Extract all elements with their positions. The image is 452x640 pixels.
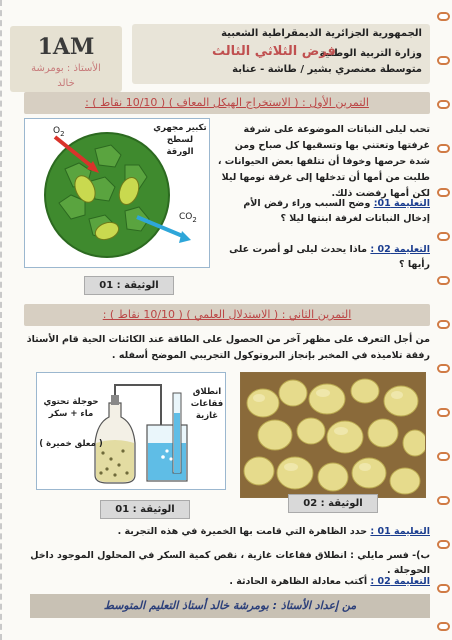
ring-icon	[437, 100, 450, 109]
yeast-micrograph	[240, 372, 426, 498]
q2-text: أكتب معادلة الظاهرة الحادثة .	[229, 576, 368, 587]
ring-icon	[437, 320, 450, 329]
yeast-cells-illustration	[241, 373, 426, 498]
q1-tag: التعليمة 01:	[373, 198, 430, 209]
exercise2-caption-2: الوثيقة : 02	[288, 494, 378, 513]
flask-label: حوجلة تحتوي ماء + سكر	[43, 397, 99, 419]
exercise2-question-2	[24, 574, 430, 589]
ring-icon	[437, 584, 450, 593]
class-level: 1AM	[37, 34, 95, 60]
teacher-name: الأستاذ : بومرشة	[31, 63, 101, 74]
q1-text: وضح السبب وراء رفض الأم إدخال النباتات لغرفة ابنتها ليلا ؟	[243, 198, 430, 224]
exercise1-question-2	[216, 242, 430, 272]
q2-tag: التعليمة 02 :	[370, 244, 430, 255]
school-line-1: متوسطة معنصري بشير /	[300, 64, 422, 75]
exercise2-question-1b: ب)- فسر مايلي : انطلاق فقاعات غازية ، نقص كمية السكر في المحلول الموجود داخل الحوجلة .	[30, 550, 430, 576]
ring-icon	[437, 276, 450, 285]
exercise1-title: التمرين الأول : ( الاستخراج الهيكل المعاف ) ( 10/10 نقاط ) :	[24, 92, 430, 114]
exercise2-title: التمرين الثاني : ( الاستدلال العلمي ) ( 10/10 نقاط ) :	[24, 304, 430, 326]
school-name	[232, 64, 422, 75]
ring-icon	[437, 188, 450, 197]
bubbles-label: انطلاق فقاعات غازية	[190, 387, 224, 421]
ministry-name: وزارة التربية الوطنية	[319, 48, 422, 59]
co2-label: $CO_2$	[179, 212, 197, 224]
exercise2-question-1	[24, 524, 430, 539]
teacher-name-2: خالد	[57, 78, 75, 89]
exercise2-caption-1: الوثيقة : 01	[100, 500, 190, 519]
footer-credit: من إعداد الأستاذ : بومرشة خالد أستاذ التعليم المتوسط	[30, 594, 430, 618]
q1-text: حدد الظاهرة التي قامت بها الخميرة في هذه التجربة .	[117, 526, 368, 537]
exercise1-text: تحب ليلى النباتات الموضوعة على شرفة غرفتها وتعتني بها وتسقيها كل صباح ومن شدة حرصها وخوفا أن تتلفها بعض الحيوانات ، طلبت من أمها أن تدخلها إلى غرفة نومها ليلا لكن أمها رفضت ذلك.	[217, 124, 430, 199]
exam-title: فرض الثلاثي الثالث	[212, 44, 336, 59]
ring-icon	[437, 540, 450, 549]
school-line-2: طاشة - عنابة	[232, 64, 297, 75]
ring-icon	[437, 144, 450, 153]
binder-rings	[437, 12, 451, 632]
q2-tag: التعليمة 02 :	[370, 576, 430, 587]
ring-icon	[437, 408, 450, 417]
ring-icon	[437, 232, 450, 241]
ring-icon	[437, 452, 450, 461]
ring-icon	[437, 56, 450, 65]
q2-text: ماذا يحدث ليلى لو أصرت على رأيها ؟	[229, 244, 430, 270]
yeast-label: ( معلق خميرة )	[39, 439, 103, 449]
exercise1-question-1	[216, 196, 430, 226]
ring-icon	[437, 364, 450, 373]
microscope-zoom-label: تكبير مجهري لسطح الورقة	[153, 123, 207, 157]
q1-tag: التعليمة 01 :	[370, 526, 430, 537]
o2-label: $O_2$	[53, 126, 65, 138]
school-header	[132, 24, 430, 84]
exercise2-text: من أجل التعرف على مظهر آخر من الحصول على الطاقة عند الكائنات الحية قام الأستاذ رفقة تلاميذه في المخبر بإنجاز البروتوكول التجريبي الموضح أسفله .	[26, 334, 430, 361]
ring-icon	[437, 496, 450, 505]
country-name: الجمهورية الجزائرية الديمقراطية الشعبية	[221, 28, 422, 39]
ring-icon	[437, 12, 450, 21]
ring-icon	[437, 622, 450, 631]
exercise1-caption: الوثيقة : 01	[84, 276, 174, 295]
class-level-box	[10, 26, 122, 92]
